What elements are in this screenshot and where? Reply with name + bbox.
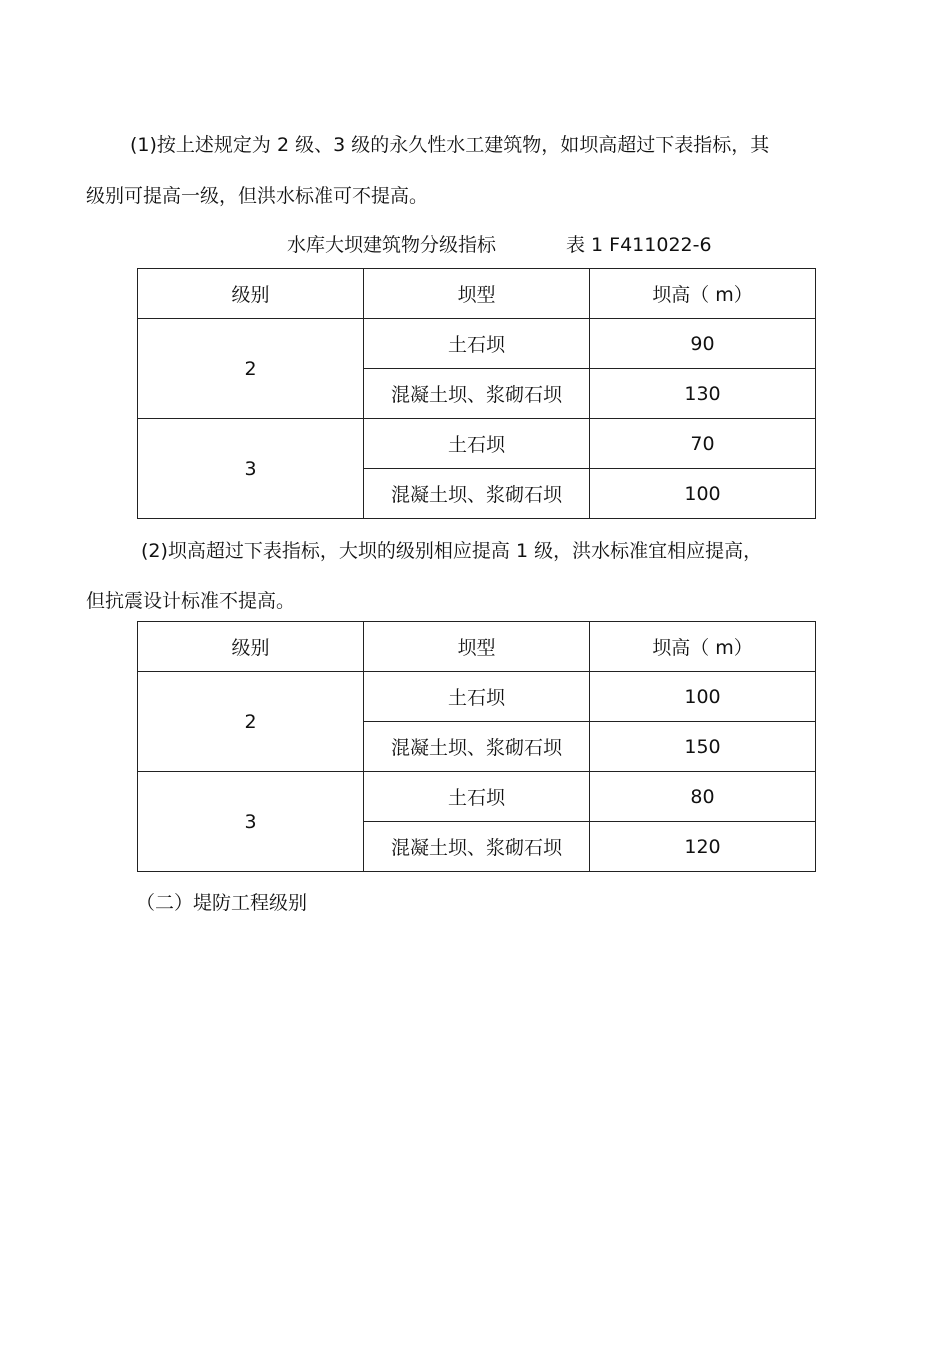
- header-dam-height: 坝高（ m）: [590, 269, 816, 319]
- dam-type-cell: 土石坝: [364, 319, 590, 369]
- grade-cell: 2: [138, 672, 364, 772]
- dam-type-cell: 土石坝: [364, 772, 590, 822]
- table-row: [138, 319, 816, 369]
- table-row: [138, 772, 816, 822]
- dam-type-cell: 混凝土坝、浆砌石坝: [364, 822, 590, 872]
- paragraph1-line1: (1)按上述规定为 2 级、3 级的永久性水工建筑物，如坝高超过下表指标，其: [130, 134, 770, 156]
- dam-type-cell: 混凝土坝、浆砌石坝: [364, 722, 590, 772]
- header-grade: 级别: [138, 269, 364, 319]
- header-dam-height: 坝高（ m）: [590, 622, 816, 672]
- paragraph1-line2: 级别可提高一级，但洪水标准可不提高。: [86, 185, 429, 207]
- dam-type-cell: 混凝土坝、浆砌石坝: [364, 369, 590, 419]
- dam-height-cell: 120: [590, 822, 816, 872]
- table1-caption-title: 水库大坝建筑物分级指标: [287, 234, 497, 256]
- paragraph2-line1: (2)坝高超过下表指标，大坝的级别相应提高 1 级，洪水标准宜相应提高，: [141, 540, 763, 562]
- table1-caption-number: 表 1 F411022-6: [566, 234, 712, 256]
- header-dam-type: 坝型: [364, 269, 590, 319]
- header-dam-type: 坝型: [364, 622, 590, 672]
- table-row: [138, 419, 816, 469]
- table-header-row: [138, 269, 816, 319]
- dam-height-cell: 150: [590, 722, 816, 772]
- grade-cell: 2: [138, 319, 364, 419]
- section-heading: （二）堤防工程级别: [136, 892, 308, 914]
- table-row: [138, 672, 816, 722]
- header-grade: 级别: [138, 622, 364, 672]
- dam-grade-table-2: [137, 621, 816, 872]
- dam-type-cell: 混凝土坝、浆砌石坝: [364, 469, 590, 519]
- dam-height-cell: 90: [590, 319, 816, 369]
- dam-height-cell: 100: [590, 672, 816, 722]
- dam-height-cell: 130: [590, 369, 816, 419]
- paragraph2-line2: 但抗震设计标准不提高。: [86, 590, 296, 612]
- dam-type-cell: 土石坝: [364, 419, 590, 469]
- table-header-row: [138, 622, 816, 672]
- grade-cell: 3: [138, 772, 364, 872]
- dam-type-cell: 土石坝: [364, 672, 590, 722]
- dam-grade-table-1: [137, 268, 816, 519]
- dam-height-cell: 80: [590, 772, 816, 822]
- dam-height-cell: 100: [590, 469, 816, 519]
- dam-height-cell: 70: [590, 419, 816, 469]
- grade-cell: 3: [138, 419, 364, 519]
